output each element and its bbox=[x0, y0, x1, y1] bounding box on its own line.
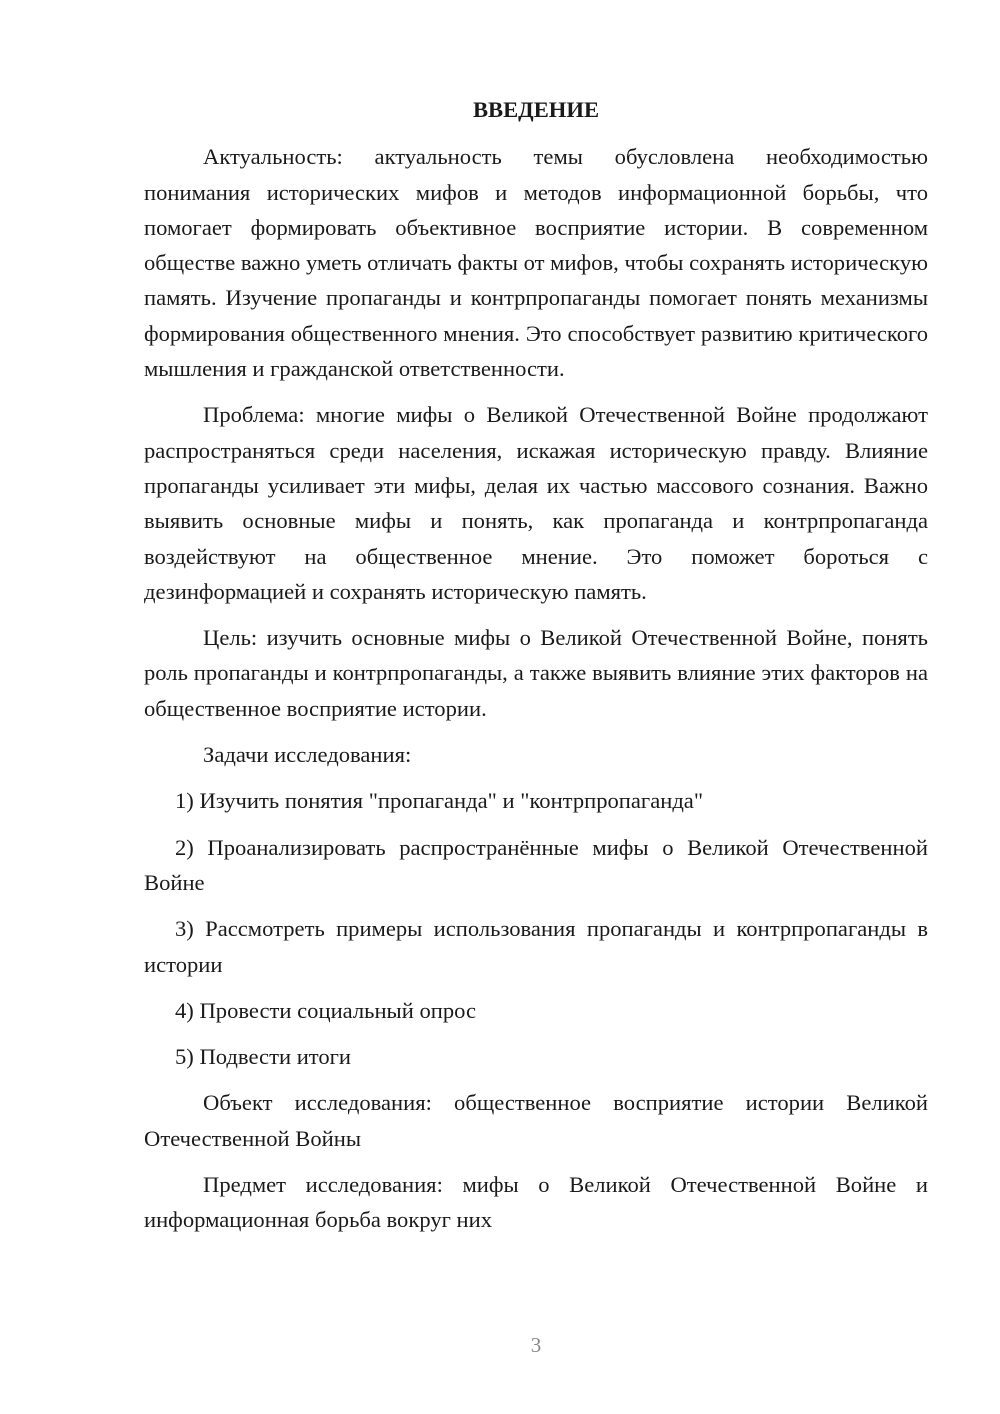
task-item-5: 5) Подвести итоги bbox=[175, 1044, 352, 1070]
paragraph-goal: Цель: изучить основные мифы о Великой Отечественной Войне, понять роль пропаганды и контрпропаганды, а также выявить влияние этих факторов на общественное восприятие истории. bbox=[144, 625, 928, 721]
section-title: ВВЕДЕНИЕ bbox=[472, 97, 600, 122]
task-item-2: 2) Проанализировать распространённые мифы о Великой Отечественной Войне bbox=[144, 834, 928, 895]
page-content bbox=[144, 92, 928, 1238]
paragraph-object: Объект исследования: общественное восприятие истории Великой Отечественной Войны bbox=[144, 1090, 928, 1151]
task-item-1: 1) Изучить понятия "пропаганда" и "контрпропаганда" bbox=[175, 788, 704, 814]
tasks-heading: Задачи исследования: bbox=[203, 742, 412, 768]
task-item-4: 4) Провести социальный опрос bbox=[175, 997, 477, 1023]
paragraph-problem: Проблема: многие мифы о Великой Отечественной Войне продолжают распространяться среди населения, искажая историческую правду. Влияние пропаганды усиливает эти мифы, делая их частью массового сознания. Важно выявить основные мифы и понять, как пропаганда и контрпропаганда воздействуют на общественное мнение. Это поможет бороться с дезинформацией и сохранять историческую память. bbox=[144, 402, 928, 604]
paragraph-relevance: Актуальность: актуальность темы обусловлена необходимостью понимания исторических мифов и методов информационной борьбы, что помогает формировать объективное восприятие истории. В современном обществе важно уметь отличать факты от мифов, чтобы сохранять историческую память. Изучение пропаганды и контрпропаганды помогает понять механизмы формирования общественного мнения. Это способствует развитию критического мышления и гражданской ответственности. bbox=[144, 144, 928, 382]
paragraph-subject: Предмет исследования: мифы о Великой Отечественной Войне и информационная борьба вокруг них bbox=[144, 1172, 928, 1233]
task-item-3: 3) Рассмотреть примеры использования пропаганды и контрпропаганды в истории bbox=[144, 916, 928, 977]
page-number: 3 bbox=[530, 1333, 542, 1357]
